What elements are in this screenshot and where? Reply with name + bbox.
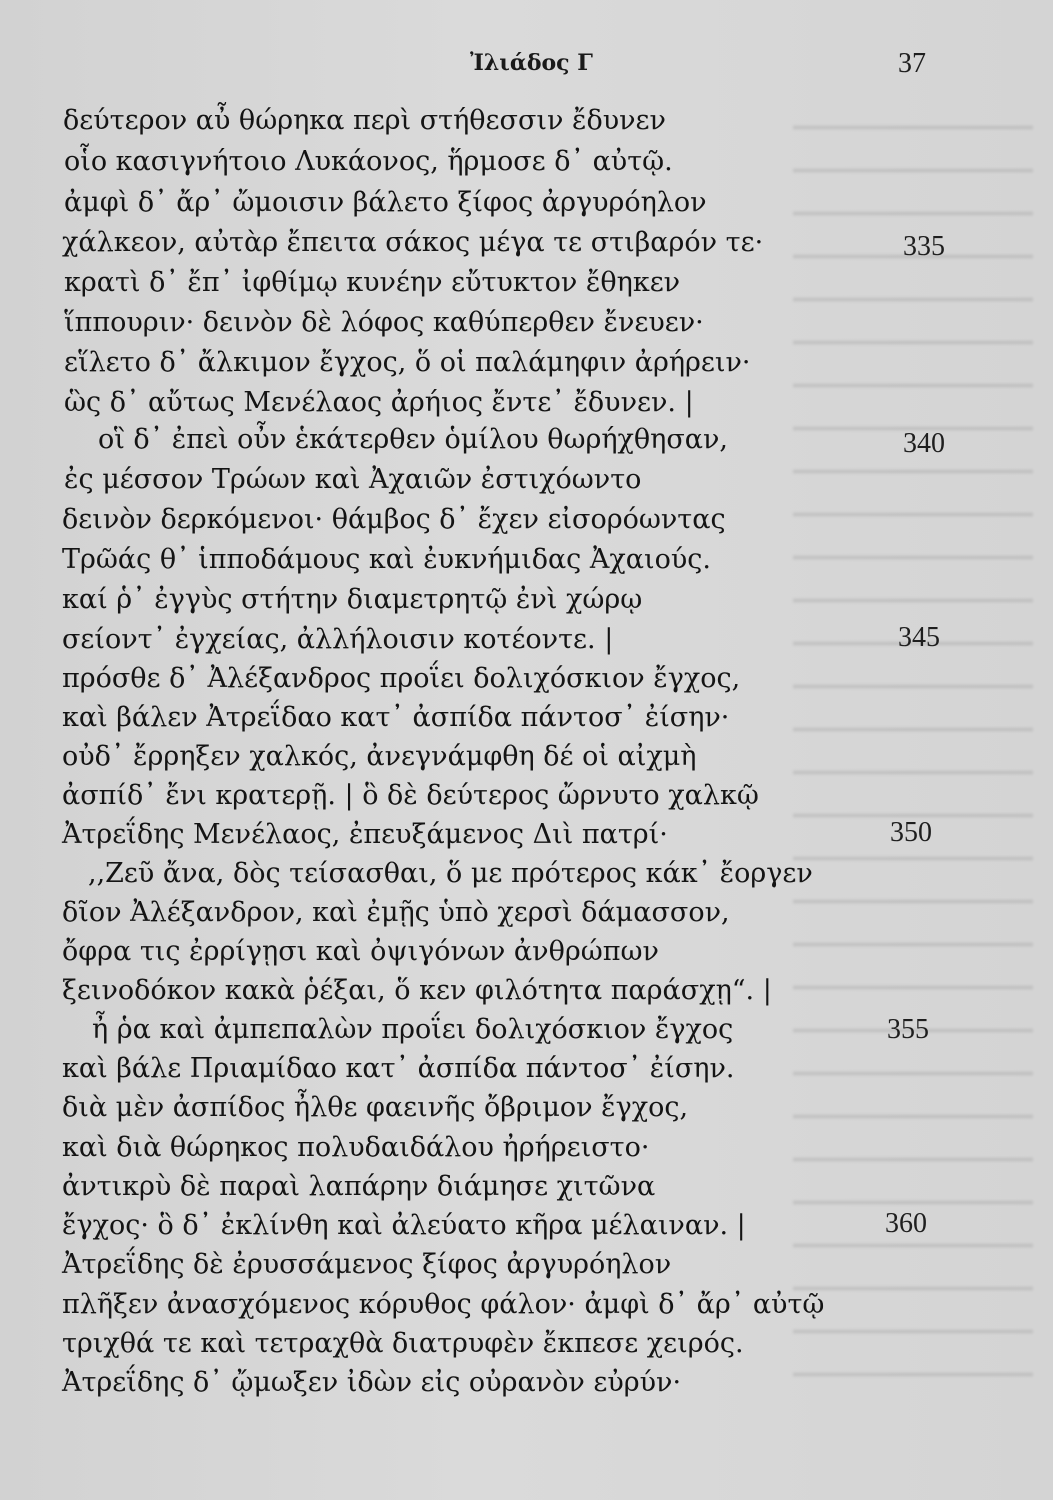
verse-line: δῖον Ἀλέξανδρον, καὶ ἐμῇς ὑπὸ χερσὶ δάμασσον, [62,897,730,928]
line-number: 350 [890,817,932,848]
verse-line: ,,Ζεῦ ἄνα, δὸς τείσασθαι, ὅ με πρότερος κάκ᾽ ἔοργεν [88,858,813,889]
line-number: 355 [887,1014,929,1045]
verse-line: Ἀτρεΐδης δὲ ἐρυσσάμενος ξίφος ἀργυρόηλον [62,1249,672,1280]
verse-line: Ἀτρεΐδης δ᾽ ᾤμωξεν ἰδὼν εἰς οὐρανὸν εὐρύν· [62,1367,682,1398]
line-number: 345 [898,622,940,653]
verse-line: Ἀτρεΐδης Μενέλαος, ἐπευξάμενος Διὶ πατρί· [62,819,668,850]
verse-line: χάλκεον, αὐτὰρ ἔπειτα σάκος μέγα τε στιβαρόν τε· [62,227,764,258]
verse-line: καὶ βάλεν Ἀτρεΐδαο κατ᾽ ἀσπίδα πάντοσ᾽ ἐίσην· [62,702,730,733]
verse-line: οἳ δ᾽ ἐπεὶ οὖν ἑκάτερθεν ὁμίλου θωρήχθησαν, [98,424,728,455]
verse-line: πρόσθε δ᾽ Ἀλέξανδρος προΐει δολιχόσκιον ἔγχος, [62,663,741,694]
verse-line: καί ῥ᾽ ἐγγὺς στήτην διαμετρητῷ ἐνὶ χώρῳ [62,584,643,615]
verse-line: ἀμφὶ δ᾽ ἄρ᾽ ὤμοισιν βάλετο ξίφος ἀργυρόηλον [64,187,707,218]
verse-line: Τρῶάς θ᾽ ἱπποδάμους καὶ ἐυκνήμιδας Ἀχαιούς. [62,544,711,575]
verse-line: διὰ μὲν ἀσπίδος ἦλθε φαεινῆς ὄβριμον ἔγχος, [62,1092,689,1123]
line-number: 360 [885,1208,927,1239]
verse-line: καὶ διὰ θώρηκος πολυδαιδάλου ἠρήρειστο· [62,1132,650,1163]
verse-line: κρατὶ δ᾽ ἔπ᾽ ἰφθίμῳ κυνέην εὔτυκτον ἔθηκεν [64,267,681,298]
verse-line: πλῆξεν ἀνασχόμενος κόρυθος φάλον· ἀμφὶ δ᾽ ἄρ᾽ αὐτῷ [62,1289,825,1320]
verse-line: σείοντ᾽ ἐγχείας, ἀλλήλοισιν κοτέοντε. | [62,624,614,655]
verse-line: δεινὸν δερκόμενοι· θάμβος δ᾽ ἔχεν εἰσορόωντας [62,504,726,535]
line-number: 340 [903,428,945,459]
verse-line: εἵλετο δ᾽ ἄλκιμον ἔγχος, ὅ οἱ παλάμηφιν ἀρήρειν· [64,347,751,378]
verse-line: ἵππουριν· δεινὸν δὲ λόφος καθύπερθεν ἔνευεν· [64,307,704,338]
verse-line: ὄφρα τις ἐρρίγῃσι καὶ ὀψιγόνων ἀνθρώπων [62,936,659,967]
verse-line: τριχθά τε καὶ τετραχθὰ διατρυφὲν ἔκπεσε χειρός. [62,1328,744,1359]
verse-line: ἦ ῥα καὶ ἀμπεπαλὼν προΐει δολιχόσκιον ἔγχος [92,1014,734,1045]
verse-line: ἀντικρὺ δὲ παραὶ λαπάρην διάμησε χιτῶνα [62,1171,656,1202]
running-head: Ἰλιάδος Γ [470,50,593,76]
verse-line: οἷο κασιγνήτοιο Λυκάονος, ἥρμοσε δ᾽ αὐτῷ. [64,146,673,177]
verse-line: καὶ βάλε Πριαμίδαο κατ᾽ ἀσπίδα πάντοσ᾽ ἐίσην. [62,1053,735,1084]
verse-line: ὣς δ᾽ αὔτως Μενέλαος ἀρήιος ἔντε᾽ ἔδυνεν. | [64,387,694,418]
verse-line: ξεινοδόκον κακὰ ῥέξαι, ὅ κεν φιλότητα παράσχῃ“. | [62,975,772,1006]
verse-line: οὐδ᾽ ἔρρηξεν χαλκός, ἀνεγνάμφθη δέ οἱ αἰχμὴ [62,741,697,772]
verse-line: ἀσπίδ᾽ ἔνι κρατερῇ. | ὃ δὲ δεύτερος ὤρνυτο χαλκῷ [62,780,759,811]
page-number: 37 [898,48,926,79]
verse-line: ἐς μέσσον Τρώων καὶ Ἀχαιῶν ἐστιχόωντο [64,464,642,495]
verse-line: δεύτερον αὖ θώρηκα περὶ στήθεσσιν ἔδυνεν [63,105,666,136]
line-number: 335 [903,231,945,262]
verse-line: ἔγχος· ὃ δ᾽ ἐκλίνθη καὶ ἀλεύατο κῆρα μέλαιναν. | [62,1210,746,1241]
